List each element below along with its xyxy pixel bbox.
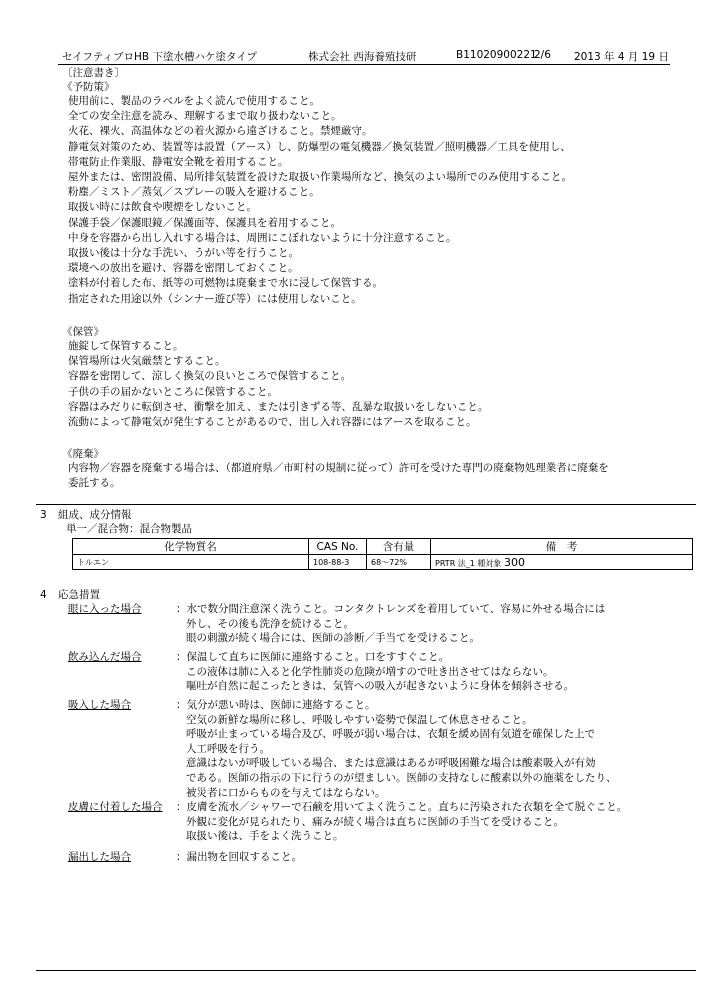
first-aid-text: ：水で数分間注意深く洗うこと。コンタクトレンズを着用していて、容易に外せる場合には: [176, 603, 606, 615]
header-chemical-name: 化学物質名: [73, 539, 309, 555]
first-aid-text: 外観に変化が見られたり、痛みが続く場合は直ちに医師の手当てを受けること。: [186, 815, 564, 828]
cell-chemical-name: トルエン: [73, 555, 309, 570]
prevention-item: 火花、裸火、高温体などの着火源から遠ざけること。禁煙厳守。: [68, 125, 373, 138]
prevention-item: 取扱い時には飲食や喫煙をしないこと。: [68, 201, 257, 214]
storage-item: 保管場所は火気厳禁とすること。: [68, 355, 226, 368]
table-header-row: [73, 539, 693, 555]
remark-prefix: PRTR 法_1 種対象: [435, 558, 502, 568]
first-aid-text: 呼吸が止まっている場合及び、呼吸が弱い場合は、衣類を緩め固有気道を確保した上で: [186, 728, 596, 741]
first-aid-label: 吸入した場合: [68, 699, 131, 711]
composition-table: [72, 538, 693, 570]
first-aid-text: ：保温して直ちに医師に連絡すること。口をすすぐこと。: [176, 651, 450, 663]
page-number: 2/6: [534, 49, 551, 61]
prevention-item: 中身を容器から出し入れする場合は、周囲にこぼれないように十分注意すること。: [68, 231, 457, 244]
prevention-item: 屋外または、密閉設備、局所排気装置を設けた取扱い作業場所など、換気のよい場所でのみ使用すること。: [68, 171, 572, 183]
notes-title: 〔注意書き〕: [62, 67, 125, 79]
first-aid-text: ：気分が悪い時は、医師に連絡すること。: [176, 699, 376, 711]
first-aid-label: 皮膚に付着した場合: [68, 801, 163, 813]
prevention-item: 粉塵／ミスト／蒸気／スプレーの吸入を避けること。: [68, 186, 320, 199]
storage-item: 子供の手の届かないところに保管すること。: [68, 385, 278, 398]
prevention-item: 帯電防止作業服、静電安全靴を着用すること。: [68, 155, 289, 168]
header-content: 含有量: [367, 539, 431, 555]
company-name: 株式会社 西海養殖技研: [308, 51, 417, 63]
footer-rule: [36, 970, 696, 971]
section4-title: 応急措置: [58, 589, 100, 601]
first-aid-label: 漏出した場合: [68, 851, 131, 863]
remark-number: 300: [503, 555, 525, 569]
first-aid-text: この液体は肺に入ると化学性肺炎の危険が増すので吐き出させてはならない。: [186, 665, 554, 678]
prevention-item: 塗料が付着した布、紙等の可燃物は廃棄まで水に浸して保管する。: [68, 277, 383, 290]
section3-subtitle: 単一／混合物：混合物製品: [66, 523, 192, 535]
storage-item: 容器を密閉して、涼しく換気の良いところで保管すること。: [68, 370, 352, 383]
disposal-item: 委託する。: [68, 477, 121, 490]
table-row: [73, 555, 693, 570]
product-name: セイフティブロHB 下塗水槽ハケ塗タイプ: [62, 51, 257, 63]
header-cas-no: CAS No.: [309, 539, 367, 555]
first-aid-label: 飲み込んだ場合: [68, 651, 142, 663]
section-divider: [36, 504, 696, 505]
prevention-title: 《予防策》: [62, 81, 115, 93]
first-aid-text: 意識はないが呼吸している場合、または意識はあるが呼吸困難な場合は酸素吸入が有効: [186, 757, 596, 770]
first-aid-text: 嘔吐が自然に起こったときは、気管への吸入が起きないように身体を傾斜させる。: [186, 680, 575, 693]
prevention-item: 保護手袋／保護眼鏡／保護面等、保護具を着用すること。: [68, 216, 341, 229]
prevention-item: 静電気対策のため、装置等は設置（アース）し、防爆型の電気機器／換気装置／照明機器／工具を使用し、: [68, 140, 571, 153]
first-aid-text: 被災者に口からものを与えてはならない。: [186, 786, 386, 799]
prevention-item: 取扱い後は十分な手洗い、うがい等を行うこと。: [68, 247, 299, 259]
prevention-item: 環境への放出を避け、容器を密閉しておくこと。: [68, 262, 299, 275]
document-date: 2013 年 4 月 19 日: [574, 51, 669, 63]
section3-number: 3: [40, 509, 47, 521]
first-aid-text: 空気の新鮮な場所に移し、呼吸しやすい姿勢で保温して休息させること。: [186, 713, 533, 726]
header-rule: [58, 64, 670, 65]
disposal-item: 内容物／容器を廃棄する場合は、（都道府県／市町村の規制に従って）許可を受けた専門の廃棄物処理業者に廃棄を: [68, 462, 609, 474]
header-remarks: 備 考: [431, 539, 693, 555]
first-aid-text: ：漏出物を回収すること。: [176, 851, 302, 863]
first-aid-text: である。医師の指示の下に行うのが望ましい。医師の支持なしに酸素以外の施薬をしたり、: [186, 772, 617, 784]
cell-cas-no: 108-88-3: [309, 555, 367, 570]
first-aid-text: 人工呼吸を行う。: [186, 742, 270, 755]
prevention-item: 使用前に、製品のラベルをよく読んで使用すること。: [68, 95, 320, 107]
disposal-title: 《廃棄》: [62, 448, 104, 460]
storage-title: 《保管》: [62, 326, 104, 338]
prevention-item: 指定された用途以外（シンナー遊び等）には使用しないこと。: [68, 292, 362, 305]
document-code: B11020900221: [456, 49, 537, 61]
first-aid-text: ：皮膚を流水／シャワーで石鹸を用いてよく洗うこと。直ちに汚染された衣類を全て脱ぐこと。: [176, 801, 628, 813]
first-aid-label: 眼に入った場合: [68, 603, 142, 615]
first-aid-text: 眼の刺激が続く場合には、医師の診断／手当てを受けること。: [186, 632, 480, 645]
first-aid-text: 取扱い後は、手をよく洗うこと。: [186, 830, 344, 843]
first-aid-text: 外し、その後も洗浄を続けること。: [186, 617, 354, 630]
section4-number: 4: [40, 589, 47, 601]
storage-item: 流動によって静電気が発生することがあるので、出し入れ容器にはアースを取ること。: [68, 416, 477, 428]
storage-item: 施錠して保管すること。: [68, 340, 184, 352]
storage-item: 容器はみだりに転倒させ、衝撃を加え、または引きずる等、乱暴な取扱いをしないこと。: [68, 400, 489, 413]
section3-title: 組成、成分情報: [58, 509, 132, 521]
cell-content: 68～72%: [367, 555, 431, 570]
prevention-item: 全ての安全注意を読み、理解するまで取り扱わないこと。: [68, 110, 342, 123]
cell-remarks: [431, 555, 693, 570]
